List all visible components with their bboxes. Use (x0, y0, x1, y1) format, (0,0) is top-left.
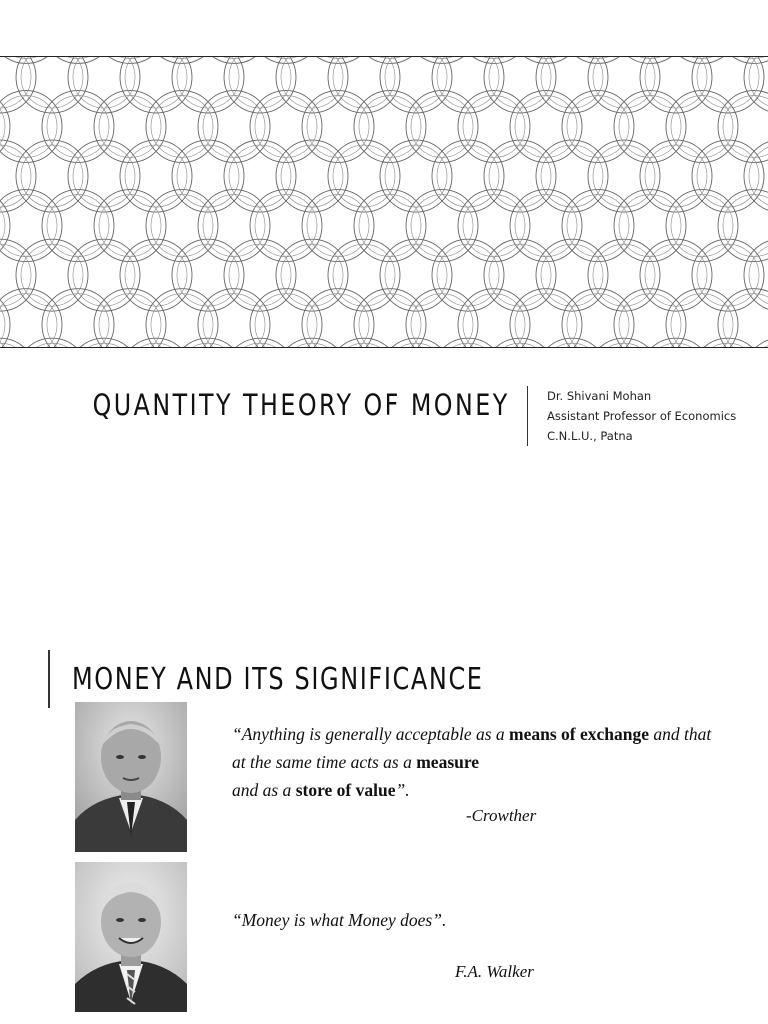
section-accent-bar (48, 650, 50, 708)
circle-lattice-pattern (0, 57, 768, 347)
author-info (547, 386, 736, 446)
author-institution: C.N.L.U., Patna (547, 429, 633, 443)
content-slide (0, 620, 768, 1024)
portrait-crowther (75, 702, 187, 852)
quote1-close: ”. (395, 780, 410, 800)
walker-quote: “Money is what Money does”. (232, 910, 447, 930)
portrait-walker (75, 862, 187, 1012)
title-divider (527, 386, 528, 446)
quote1-open: “ (232, 724, 242, 744)
quote1-bold1: means of exchange (509, 724, 650, 744)
crowther-quote (232, 720, 712, 804)
quote1-bold3: store of value (295, 780, 396, 800)
section-title: MONEY AND ITS SIGNIFICANCE (72, 662, 484, 697)
quote1-part1: Anything is generally acceptable as a (241, 724, 510, 744)
decorative-pattern-banner (0, 56, 768, 348)
crowther-attribution: -Crowther (466, 806, 537, 825)
author-name: Dr. Shivani Mohan (547, 389, 652, 403)
presentation-title: QUANTITY THEORY OF MONEY (92, 388, 510, 422)
quote1-bold2: measure (416, 752, 480, 772)
author-position: Assistant Professor of Economics (547, 409, 737, 423)
quote1-part2: and that at the same time acts as a (232, 724, 712, 772)
quote1-part3: and as a (232, 780, 296, 800)
walker-attribution: F.A. Walker (455, 962, 534, 981)
